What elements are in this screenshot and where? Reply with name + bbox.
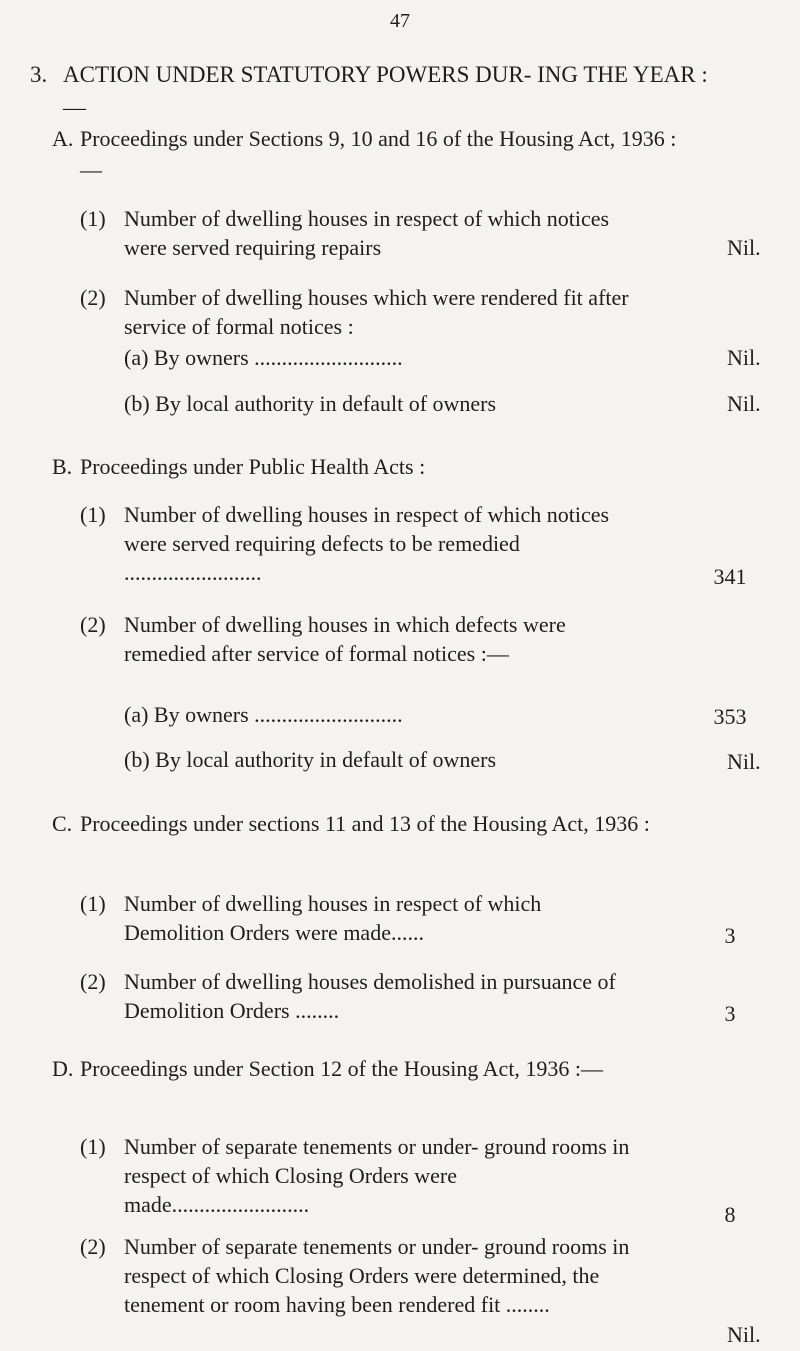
section-b-item-1-value: 341 bbox=[713, 564, 747, 589]
section-a-sub-a: (a) By owners ........................... bbox=[124, 345, 403, 370]
main-heading bbox=[30, 58, 730, 124]
item-number: (1) bbox=[80, 1134, 106, 1159]
item-number: (2) bbox=[80, 969, 106, 994]
item-number: (2) bbox=[80, 612, 106, 637]
item-text: Number of dwelling houses in respect of which notices were served requiring repairs bbox=[124, 206, 610, 260]
section-a-item-2 bbox=[80, 283, 640, 341]
section-c-item-1-value: 3 bbox=[724, 923, 736, 948]
section-a-heading bbox=[52, 123, 680, 185]
section-b-heading bbox=[52, 451, 680, 482]
section-b-item-2 bbox=[80, 610, 640, 668]
section-c-item-2-value: 3 bbox=[724, 1001, 736, 1026]
item-text: Number of dwelling houses in which defects were remedied after service of formal notices :— bbox=[124, 612, 566, 666]
item-text: Number of dwelling houses in respect of which notices were served requiring defects to be remedied ......................... bbox=[124, 502, 610, 585]
section-b-item-1 bbox=[80, 500, 640, 587]
section-b-sub-a-value: 353 bbox=[713, 704, 747, 729]
item-text: Number of dwelling houses demolished in pursuance of Demolition Orders ........ bbox=[124, 969, 616, 1023]
heading-text: ACTION UNDER STATUTORY POWERS DUR- ING THE YEAR :— bbox=[63, 62, 708, 120]
section-d-item-1-value: 8 bbox=[724, 1202, 736, 1227]
section-a-sub-b: (b) By local authority in default of owners bbox=[124, 391, 497, 416]
section-a-sub-a-value: Nil. bbox=[727, 345, 761, 370]
section-title: Proceedings under Sections 9, 10 and 16 of the Housing Act, 1936 :— bbox=[80, 126, 677, 182]
section-c-item-2 bbox=[80, 967, 640, 1025]
item-text: Number of dwelling houses in respect of which Demolition Orders were made...... bbox=[124, 891, 542, 945]
section-a-item-1-value: Nil. bbox=[727, 235, 761, 260]
section-letter: A. bbox=[52, 126, 74, 151]
section-d-item-2-value: Nil. bbox=[727, 1322, 761, 1347]
section-b-sub-a: (a) By owners ........................... bbox=[124, 702, 403, 727]
section-d-item-2 bbox=[80, 1232, 640, 1319]
section-letter: D. bbox=[52, 1056, 74, 1081]
item-number: (2) bbox=[80, 1234, 106, 1259]
section-title: Proceedings under Section 12 of the Housing Act, 1936 :— bbox=[80, 1056, 604, 1081]
section-a-sub-b-value: Nil. bbox=[727, 391, 761, 416]
section-d-heading bbox=[52, 1053, 680, 1084]
section-c-item-1 bbox=[80, 889, 640, 947]
item-text: Number of separate tenements or under- ground rooms in respect of which Closing Orders were made......................... bbox=[124, 1134, 630, 1217]
item-number: (2) bbox=[80, 285, 106, 310]
section-c-heading bbox=[52, 808, 680, 839]
item-text: Number of separate tenements or under- ground rooms in respect of which Closing Orders were determined, the tenement or room having been rendered fit ........ bbox=[124, 1234, 630, 1317]
section-a-item-1 bbox=[80, 204, 640, 262]
item-text: Number of dwelling houses which were rendered fit after service of formal notices : bbox=[124, 285, 629, 339]
section-letter: B. bbox=[52, 454, 73, 479]
heading-number: 3. bbox=[30, 62, 48, 87]
item-number: (1) bbox=[80, 206, 106, 231]
item-number: (1) bbox=[80, 502, 106, 527]
page-number: 47 bbox=[390, 10, 410, 32]
section-d-item-1 bbox=[80, 1132, 640, 1219]
section-title: Proceedings under Public Health Acts : bbox=[80, 454, 426, 479]
section-b-sub-b-value: Nil. bbox=[727, 749, 761, 774]
section-b-sub-b: (b) By local authority in default of owners bbox=[124, 747, 497, 772]
section-letter: C. bbox=[52, 811, 73, 836]
item-number: (1) bbox=[80, 891, 106, 916]
section-title: Proceedings under sections 11 and 13 of the Housing Act, 1936 : bbox=[80, 811, 650, 836]
